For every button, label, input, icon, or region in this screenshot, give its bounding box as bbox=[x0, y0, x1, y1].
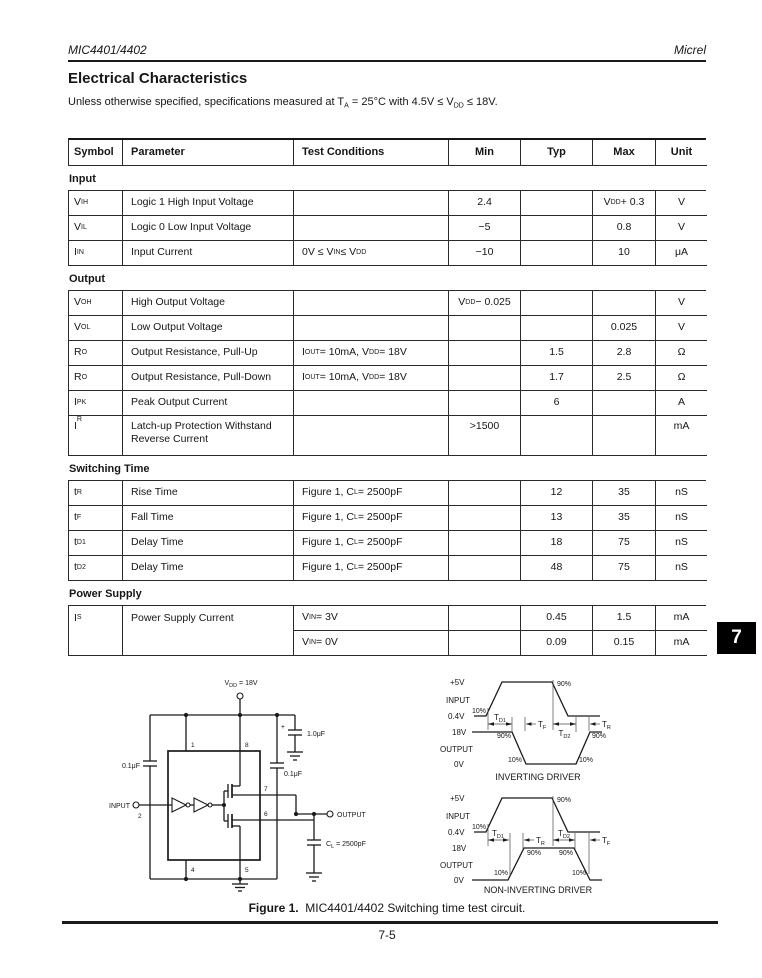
cell-symbol: V OL bbox=[69, 316, 123, 341]
section-header: Input bbox=[68, 166, 706, 191]
cell-typ bbox=[521, 291, 593, 316]
table-row bbox=[68, 631, 706, 656]
cell-conditions: Figure 1, C L = 2500pF bbox=[294, 531, 449, 556]
vdd-terminal bbox=[237, 693, 243, 699]
cell-parameter: High Output Voltage bbox=[123, 291, 294, 316]
section-header: Power Supply bbox=[68, 581, 706, 606]
cell-symbol: I R bbox=[69, 416, 123, 456]
conditions-note: Unless otherwise specified, specifications measured at $T_A = 25^\circ C$ with $4.5V \le V_{DD} \le 18V$. bbox=[68, 96, 498, 110]
pct-label: 10% bbox=[579, 757, 594, 764]
table-row bbox=[68, 556, 706, 581]
header-rule bbox=[68, 60, 706, 62]
cell-conditions: I OUT = 10mA, V DD = 18V bbox=[294, 341, 449, 366]
table-row bbox=[68, 216, 706, 241]
svg-text:TF: $T_F$ bbox=[538, 720, 547, 731]
cell-symbol: t R bbox=[69, 481, 123, 506]
cell-parameter bbox=[123, 631, 294, 656]
cell-typ: 1.7 bbox=[521, 366, 593, 391]
cell-parameter: Rise Time bbox=[123, 481, 294, 506]
cell-min bbox=[449, 481, 521, 506]
cell-conditions bbox=[294, 191, 449, 216]
cell-unit: mA bbox=[656, 416, 707, 456]
table-row bbox=[68, 416, 706, 456]
cell-symbol: I S bbox=[69, 606, 123, 631]
svg-text:TD2: $T_{D2}$ bbox=[558, 829, 570, 840]
cell-symbol: R O bbox=[69, 341, 123, 366]
cell-max: 75 bbox=[593, 531, 656, 556]
column-header: Max bbox=[593, 140, 656, 166]
cell-unit: nS bbox=[656, 481, 707, 506]
cell-unit: nS bbox=[656, 556, 707, 581]
cell-min bbox=[449, 391, 521, 416]
table-row bbox=[68, 241, 706, 266]
bypass-cap-right bbox=[270, 715, 302, 879]
cell-max: V DD + 0.3 bbox=[593, 191, 656, 216]
svg-text:TR: $T_R$ bbox=[602, 720, 611, 731]
vdd-label: $V_{DD} = 18V$ bbox=[224, 680, 258, 689]
cell-unit: μA bbox=[656, 241, 707, 266]
cell-min bbox=[449, 631, 521, 656]
cell-conditions: V IN = 0V bbox=[294, 631, 449, 656]
cell-symbol: V OH bbox=[69, 291, 123, 316]
table-row bbox=[68, 341, 706, 366]
cell-parameter: Peak Output Current bbox=[123, 391, 294, 416]
column-header: Unit bbox=[656, 140, 707, 166]
cap-left-label: 0.1μF bbox=[121, 763, 140, 770]
section-header: Switching Time bbox=[68, 456, 706, 481]
cell-conditions: Figure 1, C L = 2500pF bbox=[294, 556, 449, 581]
inverter-buffers bbox=[172, 798, 226, 812]
cell-symbol: R O bbox=[69, 366, 123, 391]
pct-label: 90% bbox=[557, 681, 572, 688]
pct-label: 10% bbox=[571, 870, 586, 877]
output-waveform-label: OUTPUT bbox=[440, 745, 473, 754]
input-label: INPUT bbox=[109, 803, 130, 810]
cell-unit: Ω bbox=[656, 366, 707, 391]
cell-conditions: 0V ≤ V IN ≤ V DD bbox=[294, 241, 449, 266]
column-header: Parameter bbox=[123, 140, 294, 166]
tr-annotation bbox=[590, 720, 611, 731]
pct-label: 90% bbox=[527, 850, 542, 857]
cell-min bbox=[449, 316, 521, 341]
pin-label-8: 8 bbox=[245, 742, 249, 749]
cell-min bbox=[449, 341, 521, 366]
cell-min: V DD − 0.025 bbox=[449, 291, 521, 316]
output-terminal bbox=[327, 811, 333, 817]
ground-symbol bbox=[232, 879, 248, 891]
table-row bbox=[68, 366, 706, 391]
cell-unit: A bbox=[656, 391, 707, 416]
section-header: Output bbox=[68, 266, 706, 291]
cell-typ bbox=[521, 416, 593, 456]
figure-caption-label: Figure 1. bbox=[248, 901, 299, 915]
cell-unit: nS bbox=[656, 506, 707, 531]
pin-label-1: 1 bbox=[191, 742, 195, 749]
bulk-cap bbox=[281, 715, 325, 760]
cell-symbol bbox=[69, 631, 123, 656]
level-label: 0.4V bbox=[448, 712, 465, 721]
cell-max: 0.8 bbox=[593, 216, 656, 241]
cell-max: 1.5 bbox=[593, 606, 656, 631]
input-terminal bbox=[133, 802, 139, 808]
cell-max: 2.8 bbox=[593, 341, 656, 366]
page-title: Electrical Characteristics bbox=[68, 70, 248, 87]
cap-plus-sign: + bbox=[280, 724, 285, 731]
figure-caption-text: MIC4401/4402 Switching time test circuit. bbox=[305, 901, 526, 915]
td2-annotation bbox=[553, 722, 576, 740]
document-part-number: MIC4401/4402 bbox=[68, 43, 147, 57]
cell-max: 10 bbox=[593, 241, 656, 266]
cell-typ: 1.5 bbox=[521, 341, 593, 366]
cell-conditions bbox=[294, 291, 449, 316]
cell-max bbox=[593, 291, 656, 316]
cell-max: 75 bbox=[593, 556, 656, 581]
level-label: 18V bbox=[452, 728, 467, 737]
circuit-diagram bbox=[100, 668, 430, 900]
cell-max: 2.5 bbox=[593, 366, 656, 391]
pin-label-5: 5 bbox=[245, 867, 249, 874]
cell-unit: V bbox=[656, 216, 707, 241]
cell-symbol: V IL bbox=[69, 216, 123, 241]
table-row bbox=[68, 481, 706, 506]
cell-max: 35 bbox=[593, 506, 656, 531]
cell-conditions: Figure 1, C L = 2500pF bbox=[294, 481, 449, 506]
cell-symbol: I PK bbox=[69, 391, 123, 416]
output-label: OUTPUT bbox=[337, 812, 366, 819]
cell-conditions: Figure 1, C L = 2500pF bbox=[294, 506, 449, 531]
tr-annotation bbox=[524, 836, 545, 847]
output-mosfets bbox=[224, 784, 314, 879]
pin-label-4: 4 bbox=[191, 867, 195, 874]
cell-unit: V bbox=[656, 316, 707, 341]
level-label: 0V bbox=[454, 876, 464, 885]
cell-parameter: Delay Time bbox=[123, 556, 294, 581]
cell-symbol: t D2 bbox=[69, 556, 123, 581]
input-waveform-label: INPUT bbox=[446, 696, 470, 705]
pct-label: 10% bbox=[471, 708, 486, 715]
table-row bbox=[68, 316, 706, 341]
cell-unit: V bbox=[656, 191, 707, 216]
cell-typ bbox=[521, 316, 593, 341]
cell-min: >1500 bbox=[449, 416, 521, 456]
cell-conditions bbox=[294, 316, 449, 341]
cell-symbol: t D1 bbox=[69, 531, 123, 556]
level-label: +5V bbox=[450, 794, 465, 803]
table-row bbox=[68, 531, 706, 556]
cell-parameter: Power Supply Current bbox=[123, 606, 294, 631]
cell-unit: Ω bbox=[656, 341, 707, 366]
pct-label: 90% bbox=[496, 733, 511, 740]
table-row bbox=[68, 191, 706, 216]
cell-conditions bbox=[294, 216, 449, 241]
inverting-driver-caption: INVERTING DRIVER bbox=[495, 772, 581, 782]
cell-conditions bbox=[294, 416, 449, 456]
cell-min bbox=[449, 531, 521, 556]
cell-typ bbox=[521, 191, 593, 216]
cell-min bbox=[449, 506, 521, 531]
level-label: +5V bbox=[450, 678, 465, 687]
cell-min: 2.4 bbox=[449, 191, 521, 216]
cell-parameter: Delay Time bbox=[123, 531, 294, 556]
level-label: 18V bbox=[452, 844, 467, 853]
load-cap bbox=[306, 814, 366, 881]
pct-label: 90% bbox=[558, 850, 573, 857]
ec-table bbox=[68, 138, 706, 656]
cell-typ bbox=[521, 241, 593, 266]
cell-parameter: Low Output Voltage bbox=[123, 316, 294, 341]
timing-diagram-noninverting bbox=[438, 788, 730, 908]
table-row bbox=[68, 138, 706, 166]
table-row bbox=[68, 291, 706, 316]
cell-symbol: I IN bbox=[69, 241, 123, 266]
level-label: 0.4V bbox=[448, 828, 465, 837]
column-header: Test Conditions bbox=[294, 140, 449, 166]
noninverting-driver-caption: NON-INVERTING DRIVER bbox=[483, 885, 593, 895]
cell-symbol: V IH bbox=[69, 191, 123, 216]
pct-label: 90% bbox=[557, 797, 572, 804]
cell-typ: 48 bbox=[521, 556, 593, 581]
input-waveform-label: INPUT bbox=[446, 812, 470, 821]
cell-unit: mA bbox=[656, 631, 707, 656]
pct-label: 90% bbox=[592, 733, 607, 740]
figure-caption bbox=[68, 901, 706, 915]
cell-typ: 13 bbox=[521, 506, 593, 531]
cell-typ bbox=[521, 216, 593, 241]
cell-parameter: Logic 0 Low Input Voltage bbox=[123, 216, 294, 241]
cell-typ: 12 bbox=[521, 481, 593, 506]
table-row bbox=[68, 391, 706, 416]
column-header: Min bbox=[449, 140, 521, 166]
cell-parameter: Output Resistance, Pull-Up bbox=[123, 341, 294, 366]
input-waveform bbox=[471, 682, 600, 716]
cell-typ: 0.09 bbox=[521, 631, 593, 656]
table-row bbox=[68, 506, 706, 531]
page-number: 7-5 bbox=[378, 928, 396, 942]
svg-text:TF: $T_F$ bbox=[602, 836, 611, 847]
timing-diagram-inverting bbox=[438, 672, 730, 792]
cell-max bbox=[593, 391, 656, 416]
cell-symbol: t F bbox=[69, 506, 123, 531]
cell-unit: nS bbox=[656, 531, 707, 556]
cell-typ: 0.45 bbox=[521, 606, 593, 631]
cap-bulk-label: 1.0μF bbox=[307, 731, 326, 738]
pin-label-7: 7 bbox=[264, 786, 268, 793]
pin-label-6: 6 bbox=[264, 811, 268, 818]
cell-min: −5 bbox=[449, 216, 521, 241]
cell-typ: 6 bbox=[521, 391, 593, 416]
pct-label: 10% bbox=[471, 824, 486, 831]
chapter-tab: 7 bbox=[717, 622, 756, 654]
pct-label: 10% bbox=[507, 757, 522, 764]
bypass-cap-left bbox=[122, 715, 157, 879]
td2-annotation bbox=[553, 829, 575, 842]
svg-text:TD2: $T_{D2}$ bbox=[558, 729, 571, 740]
cell-min bbox=[449, 606, 521, 631]
cap-right-label: 0.1μF bbox=[284, 771, 303, 778]
cell-min bbox=[449, 556, 521, 581]
load-cap-label: $C_L = 2500pF$ bbox=[326, 841, 366, 850]
column-header: Typ bbox=[521, 140, 593, 166]
cell-max: 0.15 bbox=[593, 631, 656, 656]
input-waveform bbox=[471, 798, 600, 832]
column-header: Symbol bbox=[69, 140, 123, 166]
cell-max: 35 bbox=[593, 481, 656, 506]
cell-min bbox=[449, 366, 521, 391]
cell-parameter: Output Resistance, Pull-Down bbox=[123, 366, 294, 391]
footer-rule bbox=[62, 921, 718, 924]
cell-parameter: Logic 1 High Input Voltage bbox=[123, 191, 294, 216]
cell-max: 0.025 bbox=[593, 316, 656, 341]
tf-annotation bbox=[590, 836, 611, 847]
svg-text:TR: $T_R$ bbox=[536, 836, 545, 847]
level-label: 0V bbox=[454, 760, 464, 769]
cell-unit: mA bbox=[656, 606, 707, 631]
cell-max bbox=[593, 416, 656, 456]
td1-annotation bbox=[488, 829, 509, 842]
pct-label: 10% bbox=[493, 870, 508, 877]
cell-conditions bbox=[294, 391, 449, 416]
cell-conditions: I OUT = 10mA, V DD = 18V bbox=[294, 366, 449, 391]
cell-typ: 18 bbox=[521, 531, 593, 556]
pin-label-2: 2 bbox=[138, 813, 142, 820]
td1-annotation bbox=[488, 713, 512, 726]
cell-conditions: V IN = 3V bbox=[294, 606, 449, 631]
table-row bbox=[68, 606, 706, 631]
cell-parameter: Input Current bbox=[123, 241, 294, 266]
svg-text:TD1: $T_{D1}$ bbox=[494, 713, 506, 724]
cell-unit: V bbox=[656, 291, 707, 316]
cell-parameter: Fall Time bbox=[123, 506, 294, 531]
company-name: Micrel bbox=[674, 43, 706, 57]
cell-parameter: Latch-up Protection Withstand Reverse Current bbox=[123, 416, 294, 456]
svg-text:TD1: $T_{D1}$ bbox=[492, 829, 504, 840]
tf-annotation bbox=[526, 720, 547, 731]
output-waveform-label: OUTPUT bbox=[440, 861, 473, 870]
cell-min: −10 bbox=[449, 241, 521, 266]
